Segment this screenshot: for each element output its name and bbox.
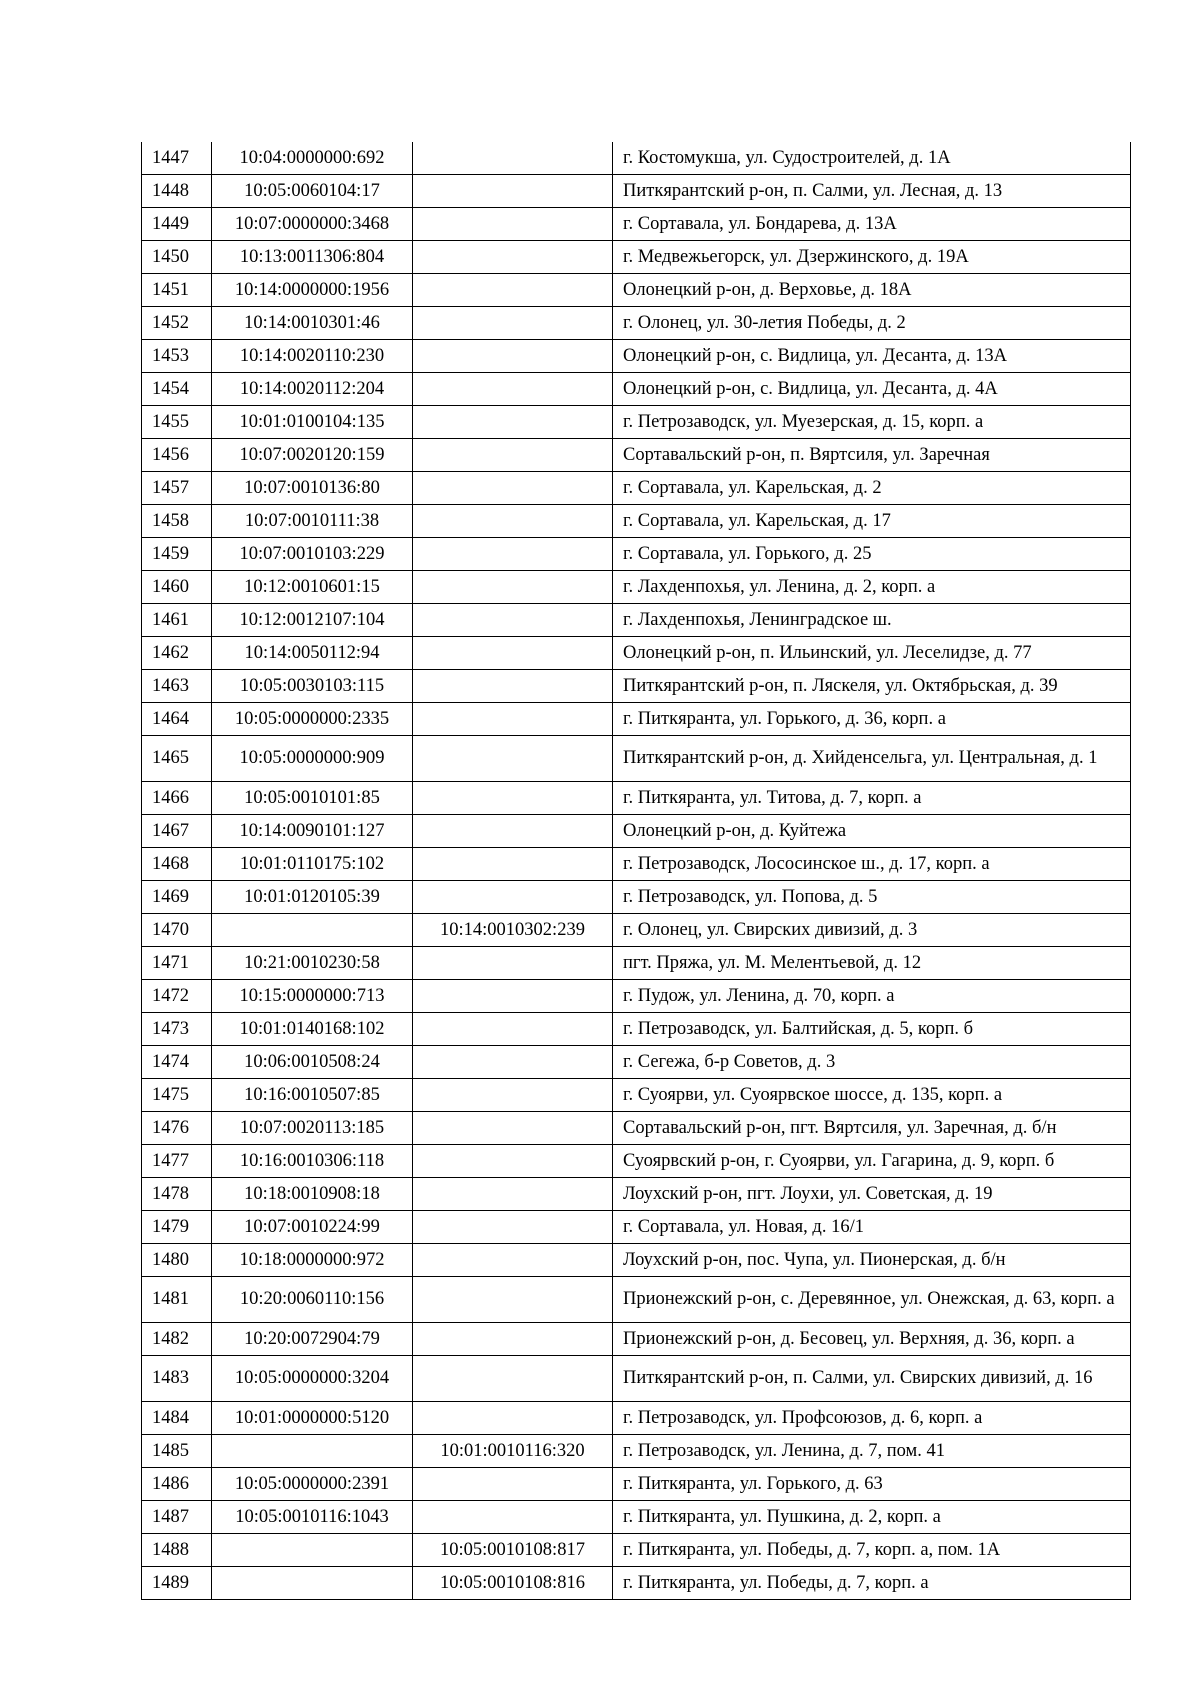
table-row [142,538,1131,571]
address-cell: Олонецкий р-он, д. Куйтежа [613,815,1131,848]
premises-cadastral-number-cell [413,1402,613,1435]
table-row [142,1178,1131,1211]
cadastral-number-cell [212,1567,413,1600]
table-row [142,274,1131,307]
cadastral-number-cell: 10:05:0000000:2391 [212,1468,413,1501]
premises-cadastral-number-cell [413,175,613,208]
address-cell: Сортавальский р-он, пгт. Вяртсиля, ул. Заречная, д. б/н [613,1112,1131,1145]
address-cell: г. Пудож, ул. Ленина, д. 70, корп. а [613,980,1131,1013]
cadastral-number-cell: 10:12:0012107:104 [212,604,413,637]
address-cell: г. Питкяранта, ул. Победы, д. 7, корп. а, пом. 1А [613,1534,1131,1567]
table-row [142,736,1131,782]
address-cell: г. Петрозаводск, ул. Профсоюзов, д. 6, корп. а [613,1402,1131,1435]
cadastral-number-cell: 10:05:0030103:115 [212,670,413,703]
premises-cadastral-number-cell [413,980,613,1013]
row-number-cell: 1469 [142,881,212,914]
cadastral-number-cell: 10:05:0010116:1043 [212,1501,413,1534]
table-row [142,1013,1131,1046]
address-cell: г. Сортавала, ул. Горького, д. 25 [613,538,1131,571]
row-number-cell: 1458 [142,505,212,538]
premises-cadastral-number-cell [413,848,613,881]
cadastral-number-cell: 10:07:0000000:3468 [212,208,413,241]
cadastral-number-cell: 10:05:0060104:17 [212,175,413,208]
row-number-cell: 1471 [142,947,212,980]
row-number-cell: 1455 [142,406,212,439]
premises-cadastral-number-cell [413,782,613,815]
premises-cadastral-number-cell [413,505,613,538]
address-cell: г. Сегежа, б-р Советов, д. 3 [613,1046,1131,1079]
table-row [142,406,1131,439]
premises-cadastral-number-cell: 10:14:0010302:239 [413,914,613,947]
address-cell: г. Костомукша, ул. Судостроителей, д. 1А [613,142,1131,175]
address-cell: пгт. Пряжа, ул. М. Мелентьевой, д. 12 [613,947,1131,980]
cadastral-number-cell: 10:07:0010111:38 [212,505,413,538]
table-row [142,815,1131,848]
row-number-cell: 1450 [142,241,212,274]
table-row [142,1402,1131,1435]
cadastral-number-cell: 10:07:0020113:185 [212,1112,413,1145]
table-row [142,1145,1131,1178]
address-cell: Олонецкий р-он, с. Видлица, ул. Десанта, д. 13А [613,340,1131,373]
table-row [142,1468,1131,1501]
table-row [142,505,1131,538]
row-number-cell: 1478 [142,1178,212,1211]
address-cell: г. Петрозаводск, ул. Ленина, д. 7, пом. 41 [613,1435,1131,1468]
cadastral-number-cell: 10:01:0100104:135 [212,406,413,439]
address-cell: г. Сортавала, ул. Карельская, д. 17 [613,505,1131,538]
row-number-cell: 1467 [142,815,212,848]
address-cell: г. Питкяранта, ул. Титова, д. 7, корп. а [613,782,1131,815]
cadastral-number-cell: 10:07:0010224:99 [212,1211,413,1244]
premises-cadastral-number-cell [413,406,613,439]
row-number-cell: 1488 [142,1534,212,1567]
address-cell: г. Олонец, ул. 30-летия Победы, д. 2 [613,307,1131,340]
table-row [142,142,1131,175]
address-cell: г. Медвежьегорск, ул. Дзержинского, д. 19А [613,241,1131,274]
address-cell: Питкярантский р-он, п. Салми, ул. Лесная, д. 13 [613,175,1131,208]
table-row [142,1323,1131,1356]
premises-cadastral-number-cell [413,637,613,670]
cadastral-number-cell: 10:01:0120105:39 [212,881,413,914]
row-number-cell: 1454 [142,373,212,406]
premises-cadastral-number-cell [413,439,613,472]
premises-cadastral-number-cell [413,736,613,782]
table-row [142,1567,1131,1600]
table-row [142,1534,1131,1567]
cadastral-number-cell: 10:18:0010908:18 [212,1178,413,1211]
premises-cadastral-number-cell [413,947,613,980]
table-row [142,439,1131,472]
row-number-cell: 1483 [142,1356,212,1402]
premises-cadastral-number-cell [413,307,613,340]
table-row [142,472,1131,505]
address-cell: Питкярантский р-он, п. Салми, ул. Свирских дивизий, д. 16 [613,1356,1131,1402]
address-cell: Суоярвский р-он, г. Суоярви, ул. Гагарина, д. 9, корп. б [613,1145,1131,1178]
premises-cadastral-number-cell: 10:05:0010108:816 [413,1567,613,1600]
cadastral-number-cell: 10:07:0010103:229 [212,538,413,571]
table-row [142,1277,1131,1323]
cadastral-number-cell: 10:15:0000000:713 [212,980,413,1013]
row-number-cell: 1457 [142,472,212,505]
premises-cadastral-number-cell [413,703,613,736]
table-row [142,1501,1131,1534]
row-number-cell: 1476 [142,1112,212,1145]
row-number-cell: 1470 [142,914,212,947]
registry-body [142,142,1131,1600]
table-row [142,848,1131,881]
row-number-cell: 1447 [142,142,212,175]
premises-cadastral-number-cell [413,373,613,406]
row-number-cell: 1468 [142,848,212,881]
premises-cadastral-number-cell [413,1468,613,1501]
row-number-cell: 1474 [142,1046,212,1079]
table-row [142,914,1131,947]
cadastral-number-cell: 10:05:0000000:2335 [212,703,413,736]
address-cell: Питкярантский р-он, п. Ляскеля, ул. Октябрьская, д. 39 [613,670,1131,703]
property-registry-table [141,142,1131,1600]
cadastral-number-cell: 10:14:0010301:46 [212,307,413,340]
row-number-cell: 1456 [142,439,212,472]
cadastral-number-cell: 10:20:0060110:156 [212,1277,413,1323]
table-row [142,947,1131,980]
cadastral-number-cell: 10:05:0000000:909 [212,736,413,782]
address-cell: Прионежский р-он, д. Бесовец, ул. Верхняя, д. 36, корп. а [613,1323,1131,1356]
table-row [142,208,1131,241]
cadastral-number-cell [212,1534,413,1567]
table-row [142,241,1131,274]
table-row [142,571,1131,604]
table-row [142,373,1131,406]
address-cell: Олонецкий р-он, д. Верховье, д. 18А [613,274,1131,307]
table-row [142,703,1131,736]
row-number-cell: 1466 [142,782,212,815]
row-number-cell: 1460 [142,571,212,604]
premises-cadastral-number-cell [413,142,613,175]
address-cell: г. Суоярви, ул. Суоярвское шоссе, д. 135, корп. а [613,1079,1131,1112]
premises-cadastral-number-cell: 10:05:0010108:817 [413,1534,613,1567]
cadastral-number-cell: 10:06:0010508:24 [212,1046,413,1079]
premises-cadastral-number-cell [413,815,613,848]
table-row [142,1211,1131,1244]
row-number-cell: 1453 [142,340,212,373]
premises-cadastral-number-cell [413,670,613,703]
table-row [142,604,1131,637]
cadastral-number-cell: 10:01:0110175:102 [212,848,413,881]
premises-cadastral-number-cell [413,1046,613,1079]
premises-cadastral-number-cell [413,881,613,914]
address-cell: г. Сортавала, ул. Бондарева, д. 13А [613,208,1131,241]
premises-cadastral-number-cell: 10:01:0010116:320 [413,1435,613,1468]
row-number-cell: 1487 [142,1501,212,1534]
cadastral-number-cell [212,1435,413,1468]
row-number-cell: 1461 [142,604,212,637]
premises-cadastral-number-cell [413,241,613,274]
row-number-cell: 1465 [142,736,212,782]
row-number-cell: 1484 [142,1402,212,1435]
row-number-cell: 1479 [142,1211,212,1244]
table-row [142,1356,1131,1402]
premises-cadastral-number-cell [413,208,613,241]
table-row [142,307,1131,340]
table-row [142,637,1131,670]
address-cell: г. Сортавала, ул. Карельская, д. 2 [613,472,1131,505]
row-number-cell: 1448 [142,175,212,208]
cadastral-number-cell: 10:07:0020120:159 [212,439,413,472]
row-number-cell: 1481 [142,1277,212,1323]
table-row [142,980,1131,1013]
cadastral-number-cell: 10:05:0010101:85 [212,782,413,815]
row-number-cell: 1452 [142,307,212,340]
row-number-cell: 1449 [142,208,212,241]
row-number-cell: 1475 [142,1079,212,1112]
cadastral-number-cell: 10:14:0050112:94 [212,637,413,670]
cadastral-number-cell: 10:04:0000000:692 [212,142,413,175]
address-cell: Прионежский р-он, с. Деревянное, ул. Онежская, д. 63, корп. а [613,1277,1131,1323]
address-cell: г. Питкяранта, ул. Победы, д. 7, корп. а [613,1567,1131,1600]
row-number-cell: 1480 [142,1244,212,1277]
row-number-cell: 1477 [142,1145,212,1178]
table-row [142,670,1131,703]
row-number-cell: 1472 [142,980,212,1013]
address-cell: Лоухский р-он, пгт. Лоухи, ул. Советская, д. 19 [613,1178,1131,1211]
address-cell: г. Питкяранта, ул. Горького, д. 63 [613,1468,1131,1501]
row-number-cell: 1485 [142,1435,212,1468]
cadastral-number-cell: 10:14:0000000:1956 [212,274,413,307]
cadastral-number-cell [212,914,413,947]
premises-cadastral-number-cell [413,538,613,571]
premises-cadastral-number-cell [413,274,613,307]
premises-cadastral-number-cell [413,604,613,637]
table-row [142,1079,1131,1112]
cadastral-number-cell: 10:21:0010230:58 [212,947,413,980]
table-row [142,881,1131,914]
table-row [142,1046,1131,1079]
row-number-cell: 1463 [142,670,212,703]
table-row [142,1112,1131,1145]
cadastral-number-cell: 10:14:0020112:204 [212,373,413,406]
row-number-cell: 1451 [142,274,212,307]
cadastral-number-cell: 10:14:0090101:127 [212,815,413,848]
cadastral-number-cell: 10:07:0010136:80 [212,472,413,505]
address-cell: г. Питкяранта, ул. Горького, д. 36, корп. а [613,703,1131,736]
row-number-cell: 1486 [142,1468,212,1501]
cadastral-number-cell: 10:01:0000000:5120 [212,1402,413,1435]
cadastral-number-cell: 10:16:0010306:118 [212,1145,413,1178]
address-cell: г. Олонец, ул. Свирских дивизий, д. 3 [613,914,1131,947]
cadastral-number-cell: 10:14:0020110:230 [212,340,413,373]
row-number-cell: 1464 [142,703,212,736]
address-cell: г. Петрозаводск, Лососинское ш., д. 17, корп. а [613,848,1131,881]
table-row [142,782,1131,815]
cadastral-number-cell: 10:20:0072904:79 [212,1323,413,1356]
row-number-cell: 1482 [142,1323,212,1356]
table-row [142,175,1131,208]
address-cell: г. Лахденпохья, Ленинградское ш. [613,604,1131,637]
premises-cadastral-number-cell [413,472,613,505]
address-cell: г. Сортавала, ул. Новая, д. 16/1 [613,1211,1131,1244]
premises-cadastral-number-cell [413,1145,613,1178]
row-number-cell: 1473 [142,1013,212,1046]
address-cell: г. Петрозаводск, ул. Муезерская, д. 15, корп. а [613,406,1131,439]
table-row [142,340,1131,373]
address-cell: Лоухский р-он, пос. Чупа, ул. Пионерская, д. б/н [613,1244,1131,1277]
address-cell: г. Питкяранта, ул. Пушкина, д. 2, корп. а [613,1501,1131,1534]
row-number-cell: 1459 [142,538,212,571]
row-number-cell: 1489 [142,1567,212,1600]
premises-cadastral-number-cell [413,1211,613,1244]
premises-cadastral-number-cell [413,1501,613,1534]
premises-cadastral-number-cell [413,1013,613,1046]
address-cell: Сортавальский р-он, п. Вяртсиля, ул. Заречная [613,439,1131,472]
cadastral-number-cell: 10:18:0000000:972 [212,1244,413,1277]
premises-cadastral-number-cell [413,1112,613,1145]
address-cell: Олонецкий р-он, п. Ильинский, ул. Леселидзе, д. 77 [613,637,1131,670]
cadastral-number-cell: 10:13:0011306:804 [212,241,413,274]
address-cell: Олонецкий р-он, с. Видлица, ул. Десанта, д. 4А [613,373,1131,406]
premises-cadastral-number-cell [413,1323,613,1356]
row-number-cell: 1462 [142,637,212,670]
premises-cadastral-number-cell [413,571,613,604]
address-cell: г. Лахденпохья, ул. Ленина, д. 2, корп. а [613,571,1131,604]
address-cell: Питкярантский р-он, д. Хийденсельга, ул. Центральная, д. 1 [613,736,1131,782]
cadastral-number-cell: 10:01:0140168:102 [212,1013,413,1046]
premises-cadastral-number-cell [413,1277,613,1323]
premises-cadastral-number-cell [413,1356,613,1402]
cadastral-number-cell: 10:12:0010601:15 [212,571,413,604]
address-cell: г. Петрозаводск, ул. Попова, д. 5 [613,881,1131,914]
table-row [142,1435,1131,1468]
premises-cadastral-number-cell [413,1178,613,1211]
premises-cadastral-number-cell [413,340,613,373]
premises-cadastral-number-cell [413,1244,613,1277]
address-cell: г. Петрозаводск, ул. Балтийская, д. 5, корп. б [613,1013,1131,1046]
premises-cadastral-number-cell [413,1079,613,1112]
table-row [142,1244,1131,1277]
cadastral-number-cell: 10:05:0000000:3204 [212,1356,413,1402]
cadastral-number-cell: 10:16:0010507:85 [212,1079,413,1112]
